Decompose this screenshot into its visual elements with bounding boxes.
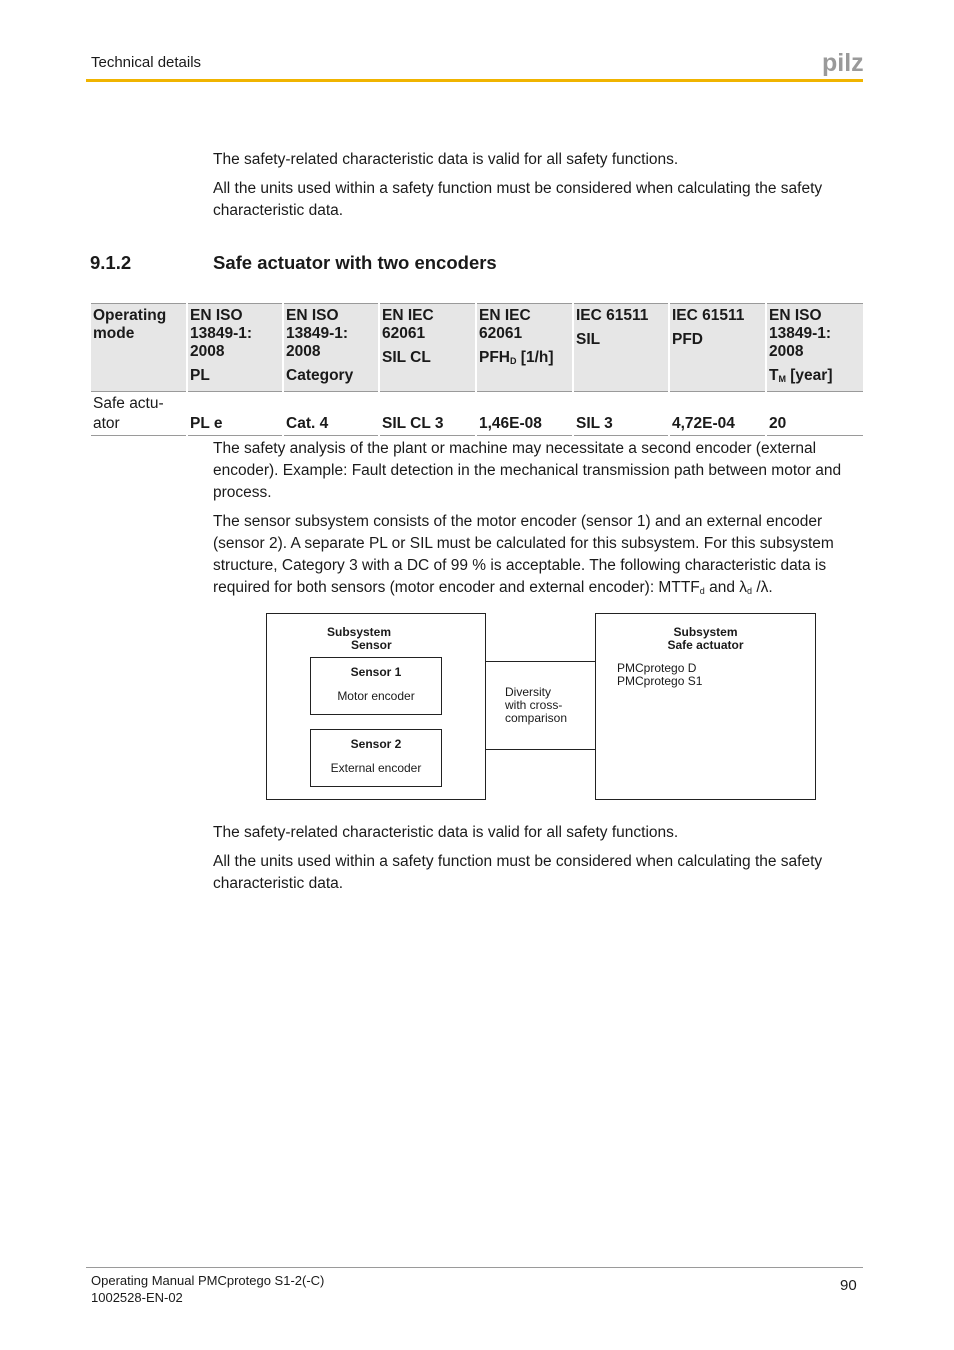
sensor-2-text: External encoder [330,761,422,775]
diversity-text: Diversity with cross- comparison [505,685,568,725]
section-number: 9.1.2 [90,252,132,273]
cell-tm: 20 [766,392,863,436]
safety-data-table [91,303,863,436]
header-rule [86,79,863,82]
header-en-iec-pfhd: EN IEC 62061 $PFH_D$ [1/h] [476,304,573,392]
actuator-subsystem-box [595,613,816,800]
sensor-2-box [310,729,442,787]
intro-text [213,149,863,229]
header-iec-sil: IEC 61511 SIL [573,304,669,392]
cell-pl: PL e [187,392,283,436]
sensor-2-title: Sensor 2 [350,737,402,751]
sensor-subsystem-title: Subsystem Sensor [327,625,392,652]
cell-operating-mode: Safe actu-ator [91,392,187,436]
sensor-1-box [310,657,442,715]
header-en-iso-pl: EN ISO 13849-1: 2008 PL [187,304,283,392]
cell-category: Cat. 4 [283,392,379,436]
header-en-iec-sil-cl: EN IEC 62061 SIL CL [379,304,476,392]
subsystem-diagram [266,613,816,800]
logo-text: pilz [822,50,864,76]
body-paragraph-2: The sensor subsystem consists of the motor encoder (sensor 1) and an external encoder (sensor 2). A separate PL or SIL must be calculated for this subsystem. For this subsystem structure, Category 3 with a DC of 99 % is acceptable. The following characteristic data is required for both sensors (motor encoder and external encoder): $MTTF_d$ and $\lambda_d$ /λ. [213,513,834,596]
page-number: 90 [840,1277,857,1294]
sensor-1-title: Sensor 1 [350,665,402,679]
actuator-subsystem-title: Subsystem Safe actuator [667,625,744,652]
footer-manual-title: Operating Manual PMCprotego S1-2(-C) [91,1273,325,1288]
section-title: Safe actuator with two encoders [213,252,497,273]
outro-paragraph-2: All the units used within a safety function must be considered when calculating the safety characteristic data. [213,853,823,892]
sensor-subsystem-box [266,613,486,800]
sensor-1-text: Motor encoder [337,689,415,703]
footer-rule [86,1267,863,1268]
footer-doc-number: 1002528-EN-02 [91,1290,183,1305]
intro-paragraph-1: The safety-related characteristic data is valid for all safety functions. [213,151,679,168]
outro-text [213,822,863,902]
table-row [91,392,863,436]
pilz-logo [822,50,864,76]
cell-pfhd: 1,46E-08 [476,392,573,436]
table-header-row [91,304,863,392]
header-en-iso-category: EN ISO 13849-1: 2008 Category [283,304,379,392]
header-en-iso-tm: EN ISO 13849-1: 2008 $T_M$ [year] [766,304,863,392]
intro-paragraph-2: All the units used within a safety function must be considered when calculating the safety characteristic data. [213,180,823,219]
body-text [213,438,863,609]
cell-sil-cl: SIL CL 3 [379,392,476,436]
cell-sil: SIL 3 [573,392,669,436]
header-iec-pfd: IEC 61511 PFD [669,304,766,392]
running-header: Technical details [91,54,202,71]
outro-paragraph-1: The safety-related characteristic data is valid for all safety functions. [213,824,679,841]
diversity-box [485,661,596,750]
actuator-devices: PMCprotego D PMCprotego S1 [617,661,703,688]
body-paragraph-1: The safety analysis of the plant or machine may necessitate a second encoder (external encoder). Example: Fault detection in the mechanical transmission path between motor and process. [213,440,842,501]
cell-pfd: 4,72E-04 [669,392,766,436]
header-operating-mode: Operating mode [91,304,187,392]
